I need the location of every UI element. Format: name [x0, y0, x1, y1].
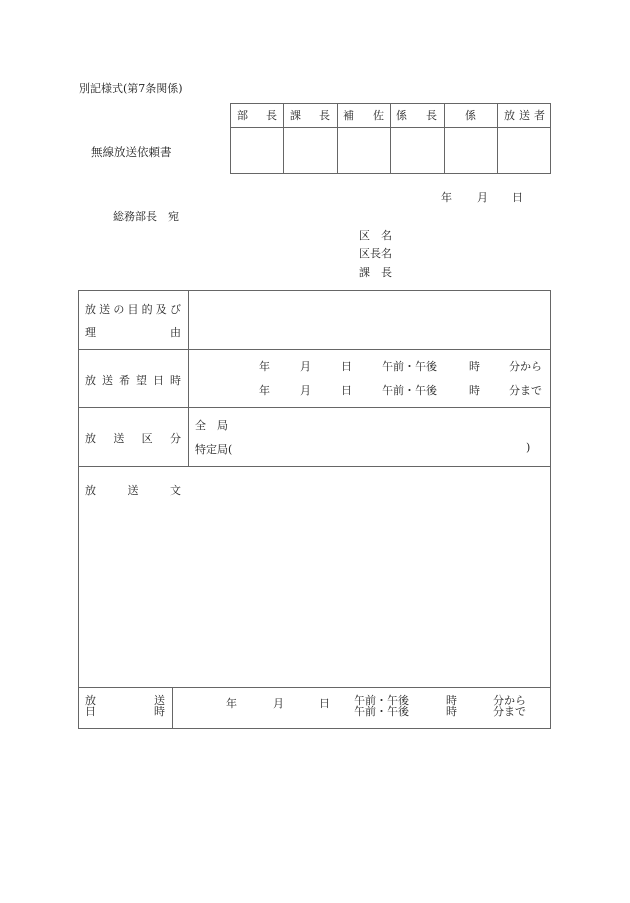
broadcast-year: 年	[226, 697, 237, 710]
option-specific-station[interactable]: 特定局(	[195, 443, 233, 456]
approval-header-kacho: 課 長	[290, 109, 330, 122]
approval-header-bucho: 部 長	[237, 109, 277, 122]
district-name-label: 区 名	[359, 229, 392, 242]
approval-header-kakari: 係	[465, 109, 476, 122]
date-day: 日	[512, 191, 523, 204]
purpose-label-line1: 放 送 の 目 的 及 び	[85, 303, 181, 316]
desired-datetime-label: 放 送 希 望 日 時	[85, 374, 181, 387]
desired-datetime-to-row[interactable]: 年 月 日 午前・午後 時 分まで	[259, 384, 542, 397]
approval-stamp-cells[interactable]	[230, 128, 551, 174]
form-reference: 別記様式(第7条関係)	[79, 82, 183, 95]
broadcast-day: 日	[319, 697, 330, 710]
broadcast-text-field[interactable]	[79, 500, 550, 686]
broadcast-category-label: 放 送 区 分	[85, 432, 181, 445]
district-head-name-label: 区長名	[359, 247, 392, 260]
broadcast-text-label: 放 送 文	[85, 484, 181, 497]
desired-datetime-from-row[interactable]: 年 月 日 午前・午後 時 分から	[259, 360, 542, 373]
section-chief-label: 課 長	[359, 266, 392, 279]
purpose-label-line2: 理 由	[85, 326, 181, 339]
approval-header-hosa: 補 佐	[343, 109, 384, 122]
broadcast-datetime-label-top: 放 送	[85, 694, 165, 707]
broadcast-datetime-label-bottom: 日 時	[85, 705, 165, 718]
date-month: 月	[477, 191, 488, 204]
purpose-field[interactable]	[189, 291, 550, 349]
broadcast-datetime-field[interactable]: 年 月 日 午前・午後 時 分から 午前・午後 時 分まで	[226, 694, 526, 718]
approval-header-kakaricho: 係 長	[396, 109, 437, 122]
approval-header-broadcaster: 放 送 者	[504, 109, 545, 122]
addressee: 総務部長 宛	[113, 210, 179, 223]
option-all-stations[interactable]: 全 局	[195, 419, 228, 432]
form-title: 無線放送依頼書	[91, 145, 172, 159]
broadcast-month: 月	[273, 697, 284, 710]
specific-station-close-paren: )	[526, 441, 531, 454]
date-year: 年	[441, 191, 452, 204]
specific-station-field[interactable]	[240, 440, 520, 456]
